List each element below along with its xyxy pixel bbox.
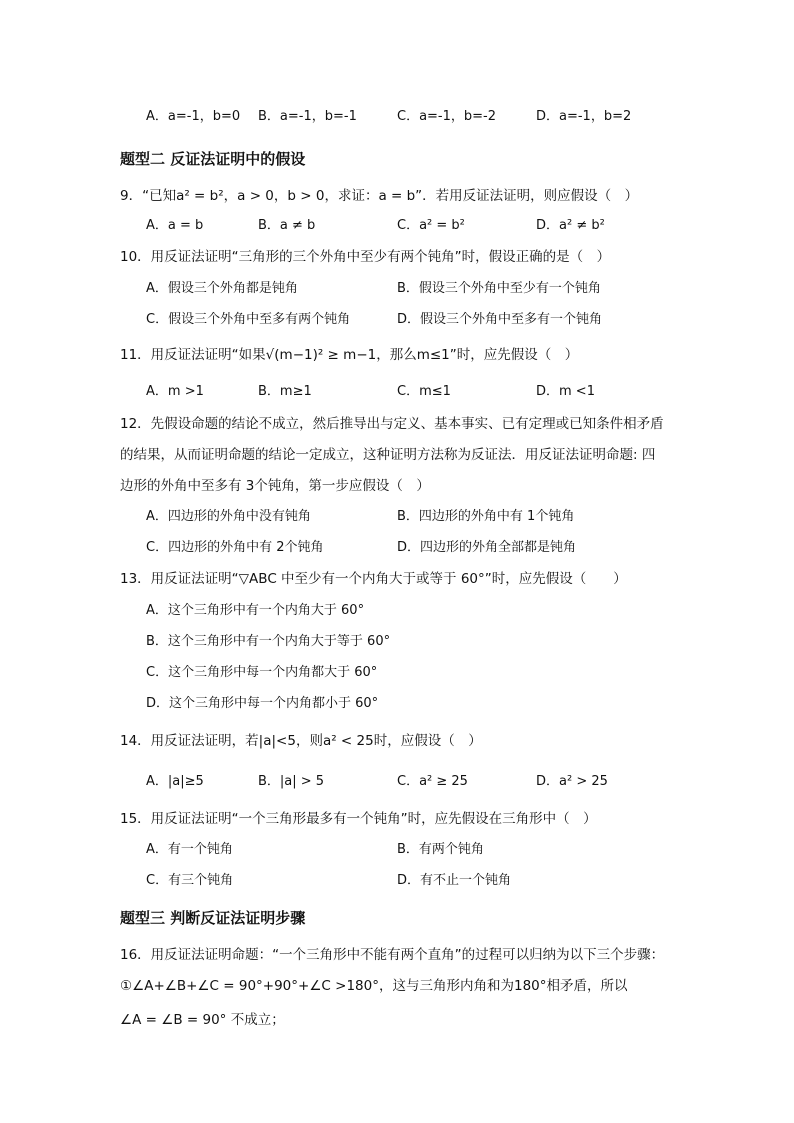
q16-step-1-line-1: ①∠A+∠B+∠C = 90°+90°+∠C >180°，这与三角形内角和为180°相矛盾，所以 <box>120 978 628 994</box>
q15-option-b: B．有两个钝角 <box>397 842 484 857</box>
q8-option-b: B．a=-1，b=-1 <box>258 109 357 124</box>
q10-option-d: D．假设三个外角中至多有一个钝角 <box>397 312 603 327</box>
q10-stem: 10．用反证法证明“三角形的三个外角中至少有两个钝角”时，假设正确的是（ ） <box>120 249 611 265</box>
q14-option-c: C．a² ≥ 25 <box>397 774 468 789</box>
q8-option-d: D．a=-1，b=2 <box>536 109 632 124</box>
q11-option-c: C．m≤1 <box>397 384 451 399</box>
q14-option-d: D．a² > 25 <box>536 774 608 789</box>
q15-option-d: D．有不止一个钝角 <box>397 873 512 888</box>
q13-option-b: B．这个三角形中有一个内角大于等于 60° <box>146 634 391 649</box>
q8-option-c: C．a=-1，b=-2 <box>397 109 497 124</box>
q13-stem: 13．用反证法证明“▽ABC 中至少有一个内角大于或等于 60°”时，应先假设（ ） <box>120 571 627 587</box>
q13-option-c: C．这个三角形中每一个内角都大于 60° <box>146 665 378 680</box>
q8-option-a: A．a=-1，b=0 <box>146 109 241 124</box>
q9-option-a: A．a = b <box>146 218 204 233</box>
q14-option-a: A．|a|≥5 <box>146 774 204 789</box>
q12-option-a: A．四边形的外角中没有钝角 <box>146 509 311 524</box>
q14-option-b: B．|a| > 5 <box>258 774 325 789</box>
q12-stem-line-2: 的结果，从而证明命题的结论一定成立，这种证明方法称为反证法．用反证法证明命题: 四 <box>120 447 656 463</box>
q9-option-d: D．a² ≠ b² <box>536 218 605 233</box>
q9-option-b: B．a ≠ b <box>258 218 316 233</box>
q16-stem: 16．用反证法证明命题：“一个三角形中不能有两个直角”的过程可以归纳为以下三个步骤： <box>120 947 665 963</box>
q12-option-c: C．四边形的外角中有 2个钝角 <box>146 540 324 555</box>
q9-stem: 9．“已知a² = b²，a > 0，b > 0，求证：a = b”．若用反证法证明，则应假设（ ） <box>120 188 639 204</box>
section-title-2: 题型二 反证法证明中的假设 <box>120 150 306 168</box>
q14-stem: 14．用反证法证明，若|a|<5，则a² < 25时，应假设（ ） <box>120 733 482 749</box>
q9-option-c: C．a² = b² <box>397 218 465 233</box>
q13-option-a: A．这个三角形中有一个内角大于 60° <box>146 603 365 618</box>
q15-option-a: A．有一个钝角 <box>146 842 233 857</box>
q11-option-d: D．m <1 <box>536 384 595 399</box>
q12-option-d: D．四边形的外角全部都是钝角 <box>397 540 577 555</box>
q12-option-b: B．四边形的外角中有 1个钝角 <box>397 509 575 524</box>
section-title-3: 题型三 判断反证法证明步骤 <box>120 909 306 927</box>
q10-option-b: B．假设三个外角中至少有一个钝角 <box>397 281 601 296</box>
q11-option-a: A．m >1 <box>146 384 204 399</box>
q15-stem: 15．用反证法证明“一个三角形最多有一个钝角”时，应先假设在三角形中（ ） <box>120 811 597 827</box>
q13-option-d: D．这个三角形中每一个内角都小于 60° <box>146 696 379 711</box>
q11-option-b: B．m≥1 <box>258 384 312 399</box>
q11-stem: 11．用反证法证明“如果√(m−1)² ≥ m−1，那么m≤1”时，应先假设（ ） <box>120 347 579 363</box>
q15-option-c: C．有三个钝角 <box>146 873 234 888</box>
q12-stem-line-1: 12．先假设命题的结论不成立，然后推导出与定义、基本事实、已有定理或已知条件相矛盾 <box>120 416 664 432</box>
q12-stem-line-3: 边形的外角中至多有 3个钝角，第一步应假设（ ） <box>120 478 430 494</box>
q10-option-a: A．假设三个外角都是钝角 <box>146 281 298 296</box>
q16-step-1-line-2: ∠A = ∠B = 90° 不成立； <box>120 1012 285 1028</box>
q10-option-c: C．假设三个外角中至多有两个钝角 <box>146 312 351 327</box>
